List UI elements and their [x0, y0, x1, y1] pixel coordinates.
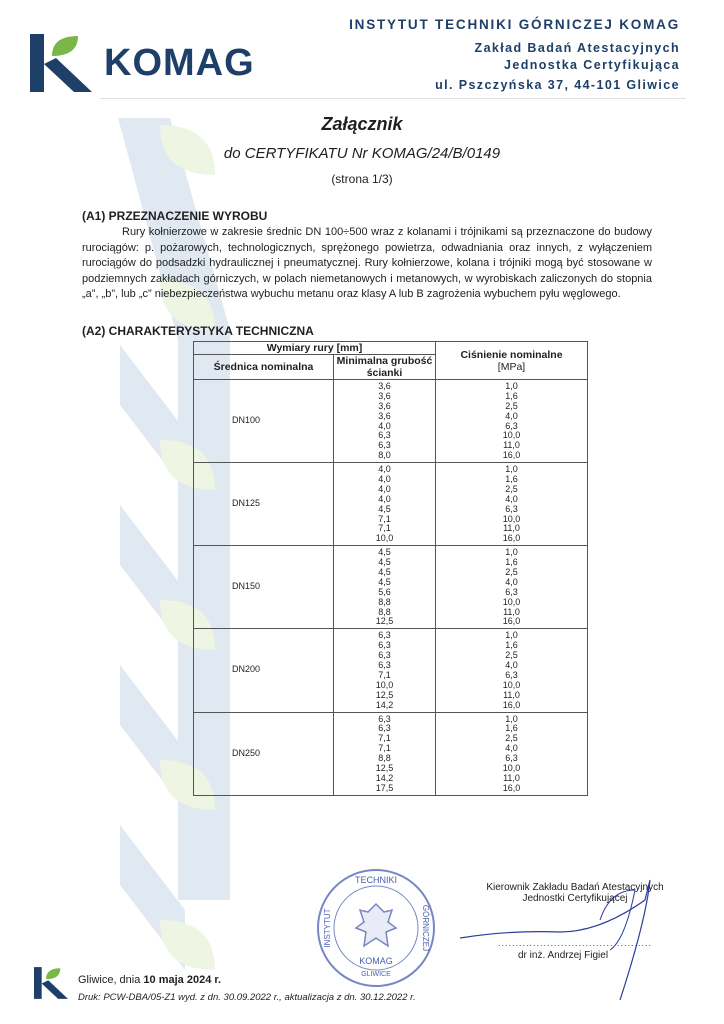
pressure-value: 4,0 — [505, 660, 518, 671]
pressure-value: 2,5 — [505, 650, 518, 661]
pressure-value: 1,0 — [505, 547, 518, 558]
wall-thickness-cell — [334, 546, 436, 629]
wall-thickness-cell — [334, 463, 436, 546]
pressure-value: 1,6 — [505, 557, 518, 568]
page-indicator: (strona 1/3) — [331, 172, 393, 186]
pressure-value: 6,3 — [505, 669, 518, 680]
wall-thickness-value: 7,1 — [378, 669, 391, 680]
wall-thickness-value: 14,2 — [375, 772, 394, 783]
pressure-value: 16,0 — [502, 699, 521, 710]
wall-thickness-value: 10,0 — [375, 679, 394, 690]
wall-thickness-value: 4,0 — [378, 474, 391, 485]
pressure-cell — [436, 380, 588, 463]
department-line-1: Zakład Badań Atestacyjnych — [474, 41, 680, 55]
wall-thickness-value: 12,5 — [375, 762, 394, 773]
pressure-value: 11,0 — [503, 606, 520, 617]
wall-thickness-value: 3,6 — [378, 410, 391, 421]
diameter-cell: DN125 — [194, 463, 334, 546]
pressure-header-unit: [MPa] — [497, 360, 526, 373]
signatory-name: dr inż. Andrzej Figiel — [518, 950, 609, 961]
wall-thickness-value: 6,3 — [378, 430, 391, 441]
table-row — [194, 463, 588, 546]
wall-thickness-value: 12,5 — [375, 616, 394, 627]
pressure-value: 11,0 — [503, 523, 520, 534]
signatory-title-line-2: Jednostki Certyfikującej — [522, 893, 628, 904]
table-row — [194, 712, 588, 795]
pressure-value: 11,0 — [503, 440, 520, 451]
footer-logo-icon — [34, 966, 68, 1000]
diameter-cell: DN250 — [194, 712, 334, 795]
technical-table — [193, 341, 588, 796]
pressure-value: 1,6 — [505, 723, 518, 734]
diameter-cell: DN150 — [194, 546, 334, 629]
stamp-city-text: GLIWICE — [361, 971, 391, 978]
pressure-value: 10,0 — [502, 679, 521, 690]
wall-thickness-value: 4,0 — [378, 483, 391, 494]
pressure-value: 16,0 — [502, 450, 521, 461]
pressure-value: 11,0 — [503, 689, 520, 700]
institute-name: INSTYTUT TECHNIKI GÓRNICZEJ KOMAG — [349, 17, 680, 32]
pressure-value: 6,3 — [505, 503, 518, 514]
pressure-header-label: Ciśnienie nominalne — [460, 348, 563, 361]
page-title: Załącznik — [321, 114, 403, 134]
stamp-right-text: GÓRNICZEJ — [421, 904, 430, 952]
pressure-value: 1,0 — [505, 464, 518, 475]
dimensions-group-header: Wymiary rury [mm] — [194, 342, 436, 355]
print-info: Druk: PCW-DBA/05-Z1 wyd. z dn. 30.09.2022 r., aktualizacja z dn. 30.12.2022 r. — [78, 992, 416, 1003]
pressure-value: 2,5 — [505, 400, 518, 411]
pressure-value: 2,5 — [505, 733, 518, 744]
pressure-value: 4,0 — [505, 743, 518, 754]
date-prefix: Gliwice, dnia — [78, 974, 144, 986]
stamp-bottom-text: KOMAG — [359, 956, 393, 966]
table-row — [194, 380, 588, 463]
wall-thickness-cell — [334, 380, 436, 463]
pressure-value: 16,0 — [502, 782, 521, 793]
issue-date — [78, 974, 221, 986]
handwritten-signature — [450, 860, 680, 1000]
pressure-value: 10,0 — [502, 596, 521, 607]
date-value: 10 maja 2024 r. — [143, 974, 222, 986]
wall-thickness-value: 8,8 — [378, 596, 391, 607]
pressure-cell — [436, 463, 588, 546]
stamp-top-text: TECHNIKI — [354, 875, 398, 885]
signatory-title-line-1: Kierownik Zakładu Badań Atestacyjnych — [486, 882, 664, 893]
pressure-value: 1,6 — [505, 474, 518, 485]
stamp-left-text: INSTYTUT — [323, 908, 332, 948]
pressure-value: 1,0 — [505, 381, 518, 391]
pressure-value: 6,3 — [505, 586, 518, 597]
diameter-cell: DN200 — [194, 629, 334, 712]
section-a2-heading: (A2) CHARAKTERYSTYKA TECHNICZNA — [82, 324, 314, 338]
wall-thickness-value: 7,1 — [378, 513, 391, 524]
wall-thickness-value: 8,8 — [378, 606, 391, 617]
wall-thickness-header: Minimalna grubość ścianki — [334, 355, 436, 380]
pressure-value: 10,0 — [502, 430, 521, 441]
wall-thickness-value: 6,3 — [378, 713, 391, 724]
wall-thickness-value: 8,0 — [378, 450, 391, 461]
department-line-2: Jednostka Certyfikująca — [503, 58, 680, 72]
wall-thickness-value: 5,6 — [378, 586, 391, 597]
wall-thickness-value: 17,5 — [375, 782, 394, 793]
wall-thickness-value: 6,3 — [378, 660, 391, 671]
pressure-cell — [436, 546, 588, 629]
address: ul. Pszczyńska 37, 44-101 Gliwice — [435, 78, 680, 92]
pressure-value: 4,0 — [505, 576, 518, 587]
table-body — [194, 380, 588, 796]
wall-thickness-value: 8,8 — [378, 753, 391, 764]
wall-thickness-value: 3,6 — [378, 390, 391, 401]
wall-thickness-value: 10,0 — [375, 533, 394, 544]
wall-thickness-value: 7,1 — [378, 733, 391, 744]
wall-thickness-value: 14,2 — [375, 699, 394, 710]
section-a1-heading: (A1) PRZEZNACZENIE WYROBU — [82, 209, 268, 223]
wall-thickness-value: 3,6 — [378, 400, 391, 411]
wall-thickness-value: 4,0 — [378, 464, 391, 475]
pressure-value: 2,5 — [505, 567, 518, 578]
wall-thickness-value: 6,3 — [378, 640, 391, 651]
diameter-cell: DN100 — [194, 380, 334, 463]
wall-thickness-value: 4,5 — [378, 576, 391, 587]
pressure-header — [436, 342, 588, 380]
pressure-cell — [436, 629, 588, 712]
wall-thickness-value: 6,3 — [378, 630, 391, 641]
komag-logo-icon — [30, 34, 92, 92]
wall-thickness-value: 4,5 — [378, 557, 391, 568]
signature-line: ............................................ — [498, 938, 653, 948]
pressure-value: 4,0 — [505, 410, 518, 421]
diameter-header: Średnica nominalna — [194, 355, 334, 380]
wall-thickness-value: 4,0 — [378, 420, 391, 431]
pressure-value: 4,0 — [505, 493, 518, 504]
wall-thickness-value: 4,0 — [378, 493, 391, 504]
wall-thickness-value: 7,1 — [378, 523, 391, 534]
table-row — [194, 629, 588, 712]
wall-thickness-value: 7,1 — [378, 743, 391, 754]
pressure-value: 11,0 — [503, 772, 520, 783]
certificate-number: do CERTYFIKATU Nr KOMAG/24/B/0149 — [223, 145, 501, 162]
wall-thickness-value: 4,5 — [378, 503, 391, 514]
pressure-value: 16,0 — [502, 616, 521, 627]
pressure-value: 1,6 — [505, 640, 518, 651]
pressure-value: 1,6 — [505, 390, 518, 401]
wall-thickness-value: 6,3 — [378, 650, 391, 661]
official-stamp — [314, 866, 438, 990]
pressure-value: 6,3 — [505, 753, 518, 764]
wall-thickness-value: 12,5 — [375, 689, 394, 700]
pressure-cell — [436, 712, 588, 795]
pressure-value: 16,0 — [502, 533, 521, 544]
pressure-value: 10,0 — [502, 513, 521, 524]
pressure-value: 6,3 — [505, 420, 518, 431]
section-a1-text: Rury kołnierzowe w zakresie średnic DN 100÷500 wraz z kolanami i trójnikami są przeznaczone do budowy rurociągów: p. pożarowych, technologicznych, sprężonego powietrza, odwadniania oraz innych, z wyłączeniem rurociągów do podsadzki hydraulicznej i pneumatycznej. Rury kołnierzowe, kolana i trójniki mogą być stosowane w podziemnych zakładach górniczych, w polach niemetanowych i metanowych, w wyrobiskach zaliczonych do stopnia „a”, „b”, lub „c” niebezpieczeństwa wybuchu metanu oraz klasy A lub B zagrożenia wybuchem pyłu węglowego. — [82, 226, 652, 301]
wall-thickness-value: 3,6 — [378, 381, 391, 391]
wall-thickness-value: 4,5 — [378, 547, 391, 558]
header-divider — [100, 98, 686, 99]
wall-thickness-value: 6,3 — [378, 440, 391, 451]
logo-text: KOMAG — [104, 42, 255, 84]
pressure-value: 10,0 — [502, 762, 521, 773]
wall-thickness-cell — [334, 629, 436, 712]
pressure-value: 1,0 — [505, 630, 518, 641]
pressure-value: 1,0 — [505, 713, 518, 724]
wall-thickness-cell — [334, 712, 436, 795]
pressure-value: 2,5 — [505, 483, 518, 494]
wall-thickness-value: 6,3 — [378, 723, 391, 734]
wall-thickness-value: 4,5 — [378, 567, 391, 578]
table-row — [194, 546, 588, 629]
